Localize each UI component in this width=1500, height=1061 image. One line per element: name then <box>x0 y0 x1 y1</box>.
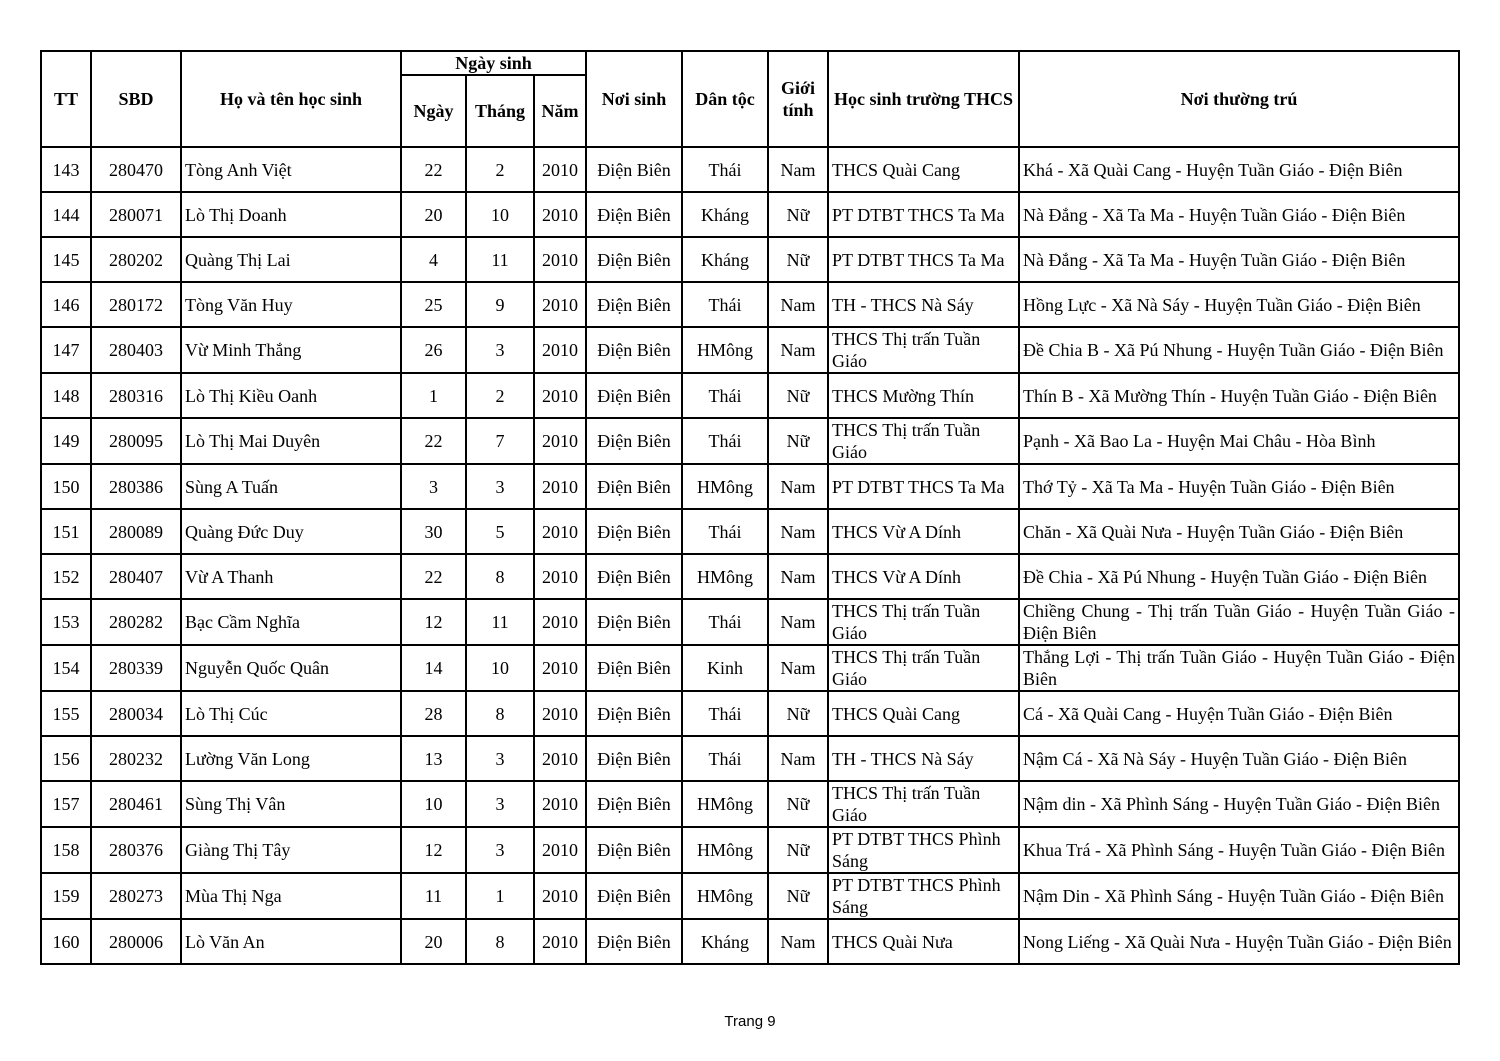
cell-day: 13 <box>401 736 466 781</box>
cell-sbd: 280172 <box>91 282 181 327</box>
cell-school: PT DTBT THCS Phình Sáng <box>828 827 1019 873</box>
cell-school: THCS Quài Cang <box>828 691 1019 736</box>
table-row <box>41 919 1459 964</box>
cell-tt: 146 <box>41 282 91 327</box>
cell-tt: 151 <box>41 509 91 554</box>
table-row <box>41 599 1459 645</box>
cell-residence: Pạnh - Xã Bao La - Huyện Mai Châu - Hòa Bình <box>1019 418 1459 464</box>
cell-month: 3 <box>466 327 534 373</box>
header-residence: Nơi thường trú <box>1019 51 1459 147</box>
cell-tt: 157 <box>41 781 91 827</box>
cell-residence: Chiềng Chung - Thị trấn Tuần Giáo - Huyện Tuần Giáo - Điện Biên <box>1019 599 1459 645</box>
cell-student-name: Lò Thị Kiều Oanh <box>181 373 401 418</box>
cell-year: 2010 <box>534 237 586 282</box>
cell-day: 1 <box>401 373 466 418</box>
cell-birthplace: Điện Biên <box>586 509 682 554</box>
cell-month: 8 <box>466 919 534 964</box>
cell-tt: 145 <box>41 237 91 282</box>
cell-ethnicity: Kháng <box>682 919 768 964</box>
cell-ethnicity: HMông <box>682 327 768 373</box>
cell-day: 12 <box>401 599 466 645</box>
header-ethnicity: Dân tộc <box>682 51 768 147</box>
cell-month: 3 <box>466 781 534 827</box>
cell-school: TH - THCS Nà Sáy <box>828 282 1019 327</box>
cell-gender: Nam <box>768 282 828 327</box>
cell-gender: Nữ <box>768 373 828 418</box>
cell-tt: 152 <box>41 554 91 599</box>
cell-year: 2010 <box>534 327 586 373</box>
cell-month: 5 <box>466 509 534 554</box>
cell-ethnicity: Thái <box>682 509 768 554</box>
cell-day: 10 <box>401 781 466 827</box>
cell-year: 2010 <box>534 464 586 509</box>
cell-sbd: 280006 <box>91 919 181 964</box>
cell-student-name: Tòng Văn Huy <box>181 282 401 327</box>
cell-birthplace: Điện Biên <box>586 736 682 781</box>
cell-tt: 143 <box>41 147 91 192</box>
table-row <box>41 554 1459 599</box>
cell-student-name: Giàng Thị Tây <box>181 827 401 873</box>
cell-school: THCS Thị trấn Tuần Giáo <box>828 599 1019 645</box>
cell-birthplace: Điện Biên <box>586 599 682 645</box>
cell-year: 2010 <box>534 599 586 645</box>
cell-birthplace: Điện Biên <box>586 282 682 327</box>
cell-month: 8 <box>466 554 534 599</box>
cell-school: THCS Thị trấn Tuần Giáo <box>828 645 1019 691</box>
cell-student-name: Lường Văn Long <box>181 736 401 781</box>
cell-ethnicity: Thái <box>682 282 768 327</box>
table-row <box>41 691 1459 736</box>
cell-ethnicity: Thái <box>682 599 768 645</box>
cell-ethnicity: HMông <box>682 781 768 827</box>
cell-student-name: Bạc Cầm Nghĩa <box>181 599 401 645</box>
cell-sbd: 280461 <box>91 781 181 827</box>
cell-sbd: 280273 <box>91 873 181 919</box>
student-roster-table <box>40 50 1460 965</box>
cell-month: 9 <box>466 282 534 327</box>
table-row <box>41 327 1459 373</box>
cell-gender: Nam <box>768 554 828 599</box>
cell-gender: Nữ <box>768 192 828 237</box>
table-row <box>41 282 1459 327</box>
cell-sbd: 280386 <box>91 464 181 509</box>
cell-ethnicity: HMông <box>682 464 768 509</box>
cell-student-name: Lò Thị Doanh <box>181 192 401 237</box>
table-row <box>41 147 1459 192</box>
cell-sbd: 280089 <box>91 509 181 554</box>
cell-month: 11 <box>466 599 534 645</box>
cell-day: 25 <box>401 282 466 327</box>
cell-student-name: Vừ Minh Thắng <box>181 327 401 373</box>
cell-tt: 149 <box>41 418 91 464</box>
table-row <box>41 781 1459 827</box>
cell-school: THCS Vừ A Dính <box>828 509 1019 554</box>
cell-gender: Nữ <box>768 691 828 736</box>
cell-ethnicity: Kháng <box>682 237 768 282</box>
cell-birthplace: Điện Biên <box>586 237 682 282</box>
cell-gender: Nam <box>768 464 828 509</box>
cell-month: 2 <box>466 147 534 192</box>
cell-year: 2010 <box>534 373 586 418</box>
table-row <box>41 873 1459 919</box>
cell-tt: 148 <box>41 373 91 418</box>
cell-birthplace: Điện Biên <box>586 418 682 464</box>
cell-year: 2010 <box>534 509 586 554</box>
cell-month: 3 <box>466 464 534 509</box>
cell-year: 2010 <box>534 554 586 599</box>
cell-student-name: Sùng Thị Vân <box>181 781 401 827</box>
cell-residence: Chăn - Xã Quài Nưa - Huyện Tuần Giáo - Điện Biên <box>1019 509 1459 554</box>
cell-birthplace: Điện Biên <box>586 691 682 736</box>
table-row <box>41 418 1459 464</box>
cell-day: 14 <box>401 645 466 691</box>
cell-month: 10 <box>466 645 534 691</box>
cell-residence: Thín B - Xã Mường Thín - Huyện Tuần Giáo - Điện Biên <box>1019 373 1459 418</box>
header-school: Học sinh trường THCS <box>828 51 1019 147</box>
cell-student-name: Quàng Thị Lai <box>181 237 401 282</box>
cell-student-name: Lò Thị Cúc <box>181 691 401 736</box>
cell-school: TH - THCS Nà Sáy <box>828 736 1019 781</box>
cell-birthplace: Điện Biên <box>586 645 682 691</box>
cell-day: 22 <box>401 147 466 192</box>
cell-residence: Thắng Lợi - Thị trấn Tuần Giáo - Huyện Tuần Giáo - Điện Biên <box>1019 645 1459 691</box>
cell-day: 22 <box>401 418 466 464</box>
cell-gender: Nữ <box>768 781 828 827</box>
cell-student-name: Tòng Anh Việt <box>181 147 401 192</box>
cell-ethnicity: Thái <box>682 373 768 418</box>
cell-school: THCS Quài Cang <box>828 147 1019 192</box>
cell-tt: 159 <box>41 873 91 919</box>
cell-birthplace: Điện Biên <box>586 873 682 919</box>
cell-year: 2010 <box>534 827 586 873</box>
cell-month: 8 <box>466 691 534 736</box>
cell-day: 20 <box>401 192 466 237</box>
cell-gender: Nam <box>768 509 828 554</box>
cell-day: 3 <box>401 464 466 509</box>
cell-school: THCS Vừ A Dính <box>828 554 1019 599</box>
cell-gender: Nam <box>768 736 828 781</box>
header-gender: Giới tính <box>768 51 828 147</box>
cell-gender: Nam <box>768 919 828 964</box>
cell-month: 3 <box>466 827 534 873</box>
cell-year: 2010 <box>534 919 586 964</box>
cell-month: 3 <box>466 736 534 781</box>
cell-school: PT DTBT THCS Ta Ma <box>828 192 1019 237</box>
cell-residence: Nà Đắng - Xã Ta Ma - Huyện Tuần Giáo - Điện Biên <box>1019 237 1459 282</box>
cell-year: 2010 <box>534 192 586 237</box>
cell-sbd: 280376 <box>91 827 181 873</box>
cell-day: 4 <box>401 237 466 282</box>
cell-tt: 155 <box>41 691 91 736</box>
cell-day: 11 <box>401 873 466 919</box>
cell-month: 1 <box>466 873 534 919</box>
cell-residence: Nậm Cá - Xã Nà Sáy - Huyện Tuần Giáo - Điện Biên <box>1019 736 1459 781</box>
cell-student-name: Mùa Thị Nga <box>181 873 401 919</box>
cell-gender: Nữ <box>768 418 828 464</box>
cell-year: 2010 <box>534 873 586 919</box>
page-number: Trang 9 <box>724 1013 776 1030</box>
cell-residence: Hồng Lực - Xã Nà Sáy - Huyện Tuần Giáo - Điện Biên <box>1019 282 1459 327</box>
cell-tt: 150 <box>41 464 91 509</box>
cell-residence: Thớ Tỷ - Xã Ta Ma - Huyện Tuần Giáo - Điện Biên <box>1019 464 1459 509</box>
cell-school: THCS Mường Thín <box>828 373 1019 418</box>
cell-ethnicity: HMông <box>682 827 768 873</box>
table-body <box>41 147 1459 964</box>
cell-gender: Nam <box>768 599 828 645</box>
cell-school: PT DTBT THCS Phình Sáng <box>828 873 1019 919</box>
cell-gender: Nữ <box>768 237 828 282</box>
cell-tt: 160 <box>41 919 91 964</box>
cell-sbd: 280470 <box>91 147 181 192</box>
table-row <box>41 464 1459 509</box>
table-row <box>41 509 1459 554</box>
cell-tt: 144 <box>41 192 91 237</box>
cell-day: 26 <box>401 327 466 373</box>
cell-student-name: Quàng Đức Duy <box>181 509 401 554</box>
cell-tt: 156 <box>41 736 91 781</box>
cell-birthplace: Điện Biên <box>586 919 682 964</box>
cell-sbd: 280232 <box>91 736 181 781</box>
cell-day: 12 <box>401 827 466 873</box>
cell-sbd: 280202 <box>91 237 181 282</box>
cell-residence: Khua Trá - Xã Phình Sáng - Huyện Tuần Giáo - Điện Biên <box>1019 827 1459 873</box>
cell-sbd: 280403 <box>91 327 181 373</box>
cell-month: 7 <box>466 418 534 464</box>
cell-school: PT DTBT THCS Ta Ma <box>828 237 1019 282</box>
cell-ethnicity: Thái <box>682 418 768 464</box>
cell-gender: Nam <box>768 147 828 192</box>
table-row <box>41 827 1459 873</box>
cell-year: 2010 <box>534 645 586 691</box>
cell-school: THCS Thị trấn Tuần Giáo <box>828 781 1019 827</box>
cell-birthplace: Điện Biên <box>586 327 682 373</box>
cell-gender: Nữ <box>768 827 828 873</box>
cell-year: 2010 <box>534 418 586 464</box>
cell-birthplace: Điện Biên <box>586 781 682 827</box>
table-row <box>41 192 1459 237</box>
cell-month: 2 <box>466 373 534 418</box>
cell-gender: Nam <box>768 645 828 691</box>
cell-residence: Cá - Xã Quài Cang - Huyện Tuần Giáo - Điện Biên <box>1019 691 1459 736</box>
cell-sbd: 280071 <box>91 192 181 237</box>
header-day: Ngày <box>401 75 466 147</box>
cell-sbd: 280282 <box>91 599 181 645</box>
cell-month: 11 <box>466 237 534 282</box>
table-row <box>41 736 1459 781</box>
cell-ethnicity: Kháng <box>682 192 768 237</box>
cell-sbd: 280316 <box>91 373 181 418</box>
cell-sbd: 280034 <box>91 691 181 736</box>
cell-sbd: 280339 <box>91 645 181 691</box>
cell-student-name: Lò Văn An <box>181 919 401 964</box>
cell-year: 2010 <box>534 282 586 327</box>
cell-school: PT DTBT THCS Ta Ma <box>828 464 1019 509</box>
cell-birthplace: Điện Biên <box>586 827 682 873</box>
cell-ethnicity: Thái <box>682 147 768 192</box>
cell-birthplace: Điện Biên <box>586 147 682 192</box>
cell-day: 22 <box>401 554 466 599</box>
cell-birthplace: Điện Biên <box>586 554 682 599</box>
cell-school: THCS Quài Nưa <box>828 919 1019 964</box>
cell-year: 2010 <box>534 781 586 827</box>
cell-student-name: Sùng A Tuấn <box>181 464 401 509</box>
cell-month: 10 <box>466 192 534 237</box>
cell-tt: 158 <box>41 827 91 873</box>
cell-tt: 154 <box>41 645 91 691</box>
cell-ethnicity: HMông <box>682 554 768 599</box>
cell-birthplace: Điện Biên <box>586 464 682 509</box>
cell-residence: Nà Đắng - Xã Ta Ma - Huyện Tuần Giáo - Điện Biên <box>1019 192 1459 237</box>
header-student-name: Họ và tên học sinh <box>181 51 401 147</box>
header-tt: TT <box>41 51 91 147</box>
cell-residence: Nong Liếng - Xã Quài Nưa - Huyện Tuần Giáo - Điện Biên <box>1019 919 1459 964</box>
header-date-of-birth: Ngày sinh <box>401 51 586 75</box>
cell-ethnicity: HMông <box>682 873 768 919</box>
cell-day: 28 <box>401 691 466 736</box>
header-birthplace: Nơi sinh <box>586 51 682 147</box>
cell-sbd: 280095 <box>91 418 181 464</box>
cell-gender: Nữ <box>768 873 828 919</box>
header-month: Tháng <box>466 75 534 147</box>
cell-tt: 147 <box>41 327 91 373</box>
cell-residence: Đề Chia B - Xã Pú Nhung - Huyện Tuần Giáo - Điện Biên <box>1019 327 1459 373</box>
cell-school: THCS Thị trấn Tuần Giáo <box>828 327 1019 373</box>
cell-ethnicity: Kinh <box>682 645 768 691</box>
cell-school: THCS Thị trấn Tuần Giáo <box>828 418 1019 464</box>
cell-sbd: 280407 <box>91 554 181 599</box>
cell-residence: Đề Chia - Xã Pú Nhung - Huyện Tuần Giáo - Điện Biên <box>1019 554 1459 599</box>
cell-year: 2010 <box>534 147 586 192</box>
cell-student-name: Lò Thị Mai Duyên <box>181 418 401 464</box>
cell-residence: Nậm Din - Xã Phình Sáng - Huyện Tuần Giáo - Điện Biên <box>1019 873 1459 919</box>
cell-birthplace: Điện Biên <box>586 373 682 418</box>
header-row-top <box>41 51 1459 75</box>
header-sbd: SBD <box>91 51 181 147</box>
cell-student-name: Vừ A Thanh <box>181 554 401 599</box>
cell-residence: Khá - Xã Quài Cang - Huyện Tuần Giáo - Điện Biên <box>1019 147 1459 192</box>
cell-gender: Nam <box>768 327 828 373</box>
cell-year: 2010 <box>534 691 586 736</box>
cell-tt: 153 <box>41 599 91 645</box>
cell-year: 2010 <box>534 736 586 781</box>
cell-day: 20 <box>401 919 466 964</box>
cell-ethnicity: Thái <box>682 691 768 736</box>
cell-residence: Nậm din - Xã Phình Sáng - Huyện Tuần Giáo - Điện Biên <box>1019 781 1459 827</box>
cell-student-name: Nguyễn Quốc Quân <box>181 645 401 691</box>
table-row <box>41 237 1459 282</box>
header-year: Năm <box>534 75 586 147</box>
cell-birthplace: Điện Biên <box>586 192 682 237</box>
table-row <box>41 645 1459 691</box>
cell-ethnicity: Thái <box>682 736 768 781</box>
table-row <box>41 373 1459 418</box>
cell-day: 30 <box>401 509 466 554</box>
